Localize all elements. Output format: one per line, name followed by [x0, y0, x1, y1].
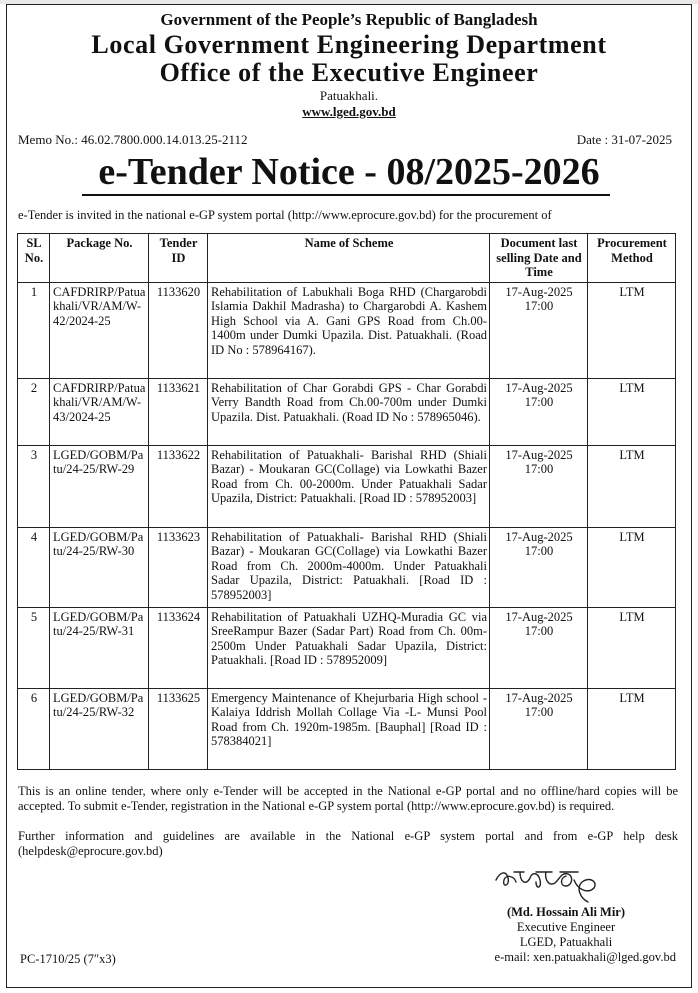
row-tender-id: 1133622 — [149, 445, 208, 527]
row-date-cell — [490, 445, 588, 527]
table-row — [18, 527, 676, 607]
table-row — [18, 445, 676, 527]
office-location: Patuakhali. — [319, 88, 379, 103]
row-date: 17-Aug-2025 — [505, 447, 573, 462]
row-tender-id: 1133625 — [149, 688, 208, 769]
row-date: 17-Aug-2025 — [505, 284, 573, 299]
header-scheme: Name of Scheme — [208, 234, 490, 283]
row-package: LGED/GOBM/Patu/24-25/RW-29 — [50, 445, 149, 527]
row-sl: 4 — [18, 527, 50, 607]
online-tender-note: This is an online tender, where only e-Tender will be accepted in the National e-GP portal and no offline/hard copies will be accepted. To submit e-Tender, registration in the National e-GP system portal (http://www.eprocure.gov.bd) is required. — [18, 784, 678, 813]
signature-block — [456, 905, 676, 965]
row-package: LGED/GOBM/Patu/24-25/RW-31 — [50, 607, 149, 688]
row-sl: 6 — [18, 688, 50, 769]
row-time: 17:00 — [524, 705, 554, 720]
signatory-name: (Md. Hossain Ali Mir) — [506, 905, 626, 919]
row-time: 17:00 — [524, 544, 554, 559]
row-package: CAFDRIRP/Patuakhali/VR/AM/W-42/2024-25 — [50, 282, 149, 378]
page-title: e-Tender Notice - 08/2025-2026 — [98, 151, 600, 193]
row-scheme: Rehabilitation of Labukhali Boga RHD (Chargarobdi Islamia Dakhil Madrasha) to Chargarobdi A. Kashem High School via A. Gani GPS Road from Ch.00-1400m under Dumki Upazila. Dist. Patuakhali. (Road ID No : 578964167). — [208, 282, 490, 378]
table-row — [18, 688, 676, 769]
row-scheme: Rehabilitation of Patuakhali- Barishal RHD (Shiali Bazar) - Moukaran GC(Collage) via Lowkathi Bazer Road from Ch. 2000m-4000m. Under Patuakhali Sadar Upazila, District: Patuakhali. [Road ID : 578952003] — [208, 527, 490, 607]
table-row — [18, 378, 676, 445]
signatory-designation: Executive Engineer — [516, 920, 616, 934]
row-tender-id: 1133623 — [149, 527, 208, 607]
government-heading: Government of the People’s Republic of Bangladesh — [160, 10, 538, 29]
row-sl: 3 — [18, 445, 50, 527]
publication-code: PC-1710/25 (7″x3) — [20, 952, 116, 966]
row-date: 17-Aug-2025 — [505, 380, 573, 395]
notice-date: Date : 31-07-2025 — [576, 132, 672, 147]
row-method: LTM — [588, 607, 676, 688]
table-row — [18, 282, 676, 378]
row-time: 17:00 — [524, 299, 554, 314]
tender-table — [17, 233, 676, 770]
row-package: CAFDRIRP/Patuakhali/VR/AM/W-43/2024-25 — [50, 378, 149, 445]
memo-number: Memo No.: 46.02.7800.000.14.013.25-2112 — [18, 132, 248, 147]
row-method: LTM — [588, 282, 676, 378]
table-header-row — [18, 234, 676, 283]
row-package: LGED/GOBM/Patu/24-25/RW-30 — [50, 527, 149, 607]
row-scheme: Rehabilitation of Char Gorabdi GPS - Char Gorabdi Verry Bandth Road from Ch.00-700m under Dumki Upazila. Dist. Patuakhali. (Road ID No : 578965046). — [208, 378, 490, 445]
department-heading: Local Government Engineering Department — [91, 30, 607, 59]
handwritten-signature — [490, 858, 600, 906]
row-tender-id: 1133620 — [149, 282, 208, 378]
website-link[interactable]: www.lged.gov.bd — [302, 104, 396, 119]
helpdesk-note: Further information and guidelines are available in the National e-GP system portal and from e-GP help desk (helpdesk@eprocure.gov.bd) — [18, 829, 678, 858]
row-time: 17:00 — [524, 395, 554, 410]
row-sl: 5 — [18, 607, 50, 688]
row-date: 17-Aug-2025 — [505, 529, 573, 544]
header-date: Document last selling Date and Time — [490, 234, 588, 283]
row-method: LTM — [588, 378, 676, 445]
header-tender-id: Tender ID — [149, 234, 208, 283]
signatory-email[interactable]: e-mail: xen.patuakhali@lged.gov.bd — [494, 950, 676, 964]
header-method: Procurement Method — [588, 234, 676, 283]
row-time: 17:00 — [524, 462, 554, 477]
signatory-office: LGED, Patuakhali — [519, 935, 613, 949]
header-package: Package No. — [50, 234, 149, 283]
title-underline — [82, 194, 610, 196]
row-method: LTM — [588, 688, 676, 769]
row-date-cell — [490, 527, 588, 607]
row-tender-id: 1133621 — [149, 378, 208, 445]
row-date: 17-Aug-2025 — [505, 609, 573, 624]
row-method: LTM — [588, 527, 676, 607]
table-row — [18, 607, 676, 688]
row-scheme: Rehabilitation of Patuakhali UZHQ-Muradia GC via SreeRampur Bazer (Sadar Part) Road from Ch. 00m-2500m Under Patuakhali Sadar Upazila, District: Patuakhali. [Road ID : 578952009] — [208, 607, 490, 688]
row-tender-id: 1133624 — [149, 607, 208, 688]
row-sl: 2 — [18, 378, 50, 445]
row-time: 17:00 — [524, 624, 554, 639]
row-scheme: Emergency Maintenance of Khejurbaria High school - Kalaiya Iddrish Mollah Collage Via -L- Munsi Pool Road from Ch. 1920m-1985m. [Bauphal] [Road ID : 578384021] — [208, 688, 490, 769]
row-package: LGED/GOBM/Patu/24-25/RW-32 — [50, 688, 149, 769]
row-date-cell — [490, 378, 588, 445]
row-date-cell — [490, 282, 588, 378]
row-date: 17-Aug-2025 — [505, 690, 573, 705]
row-scheme: Rehabilitation of Patuakhali- Barishal RHD (Shiali Bazar) - Moukaran GC(Collage) via Lowkathi Bazer Road from Ch. 00-2000m. Under Patuakhali Sadar Upazila, District: Patuakhali. [Road ID : 578952003] — [208, 445, 490, 527]
row-date-cell — [490, 688, 588, 769]
header-sl: SL No. — [18, 234, 50, 283]
row-sl: 1 — [18, 282, 50, 378]
office-heading: Office of the Executive Engineer — [159, 58, 539, 87]
row-method: LTM — [588, 445, 676, 527]
intro-text: e-Tender is invited in the national e-GP system portal (http://www.eprocure.gov.bd) for the procurement of — [18, 208, 552, 222]
row-date-cell — [490, 607, 588, 688]
